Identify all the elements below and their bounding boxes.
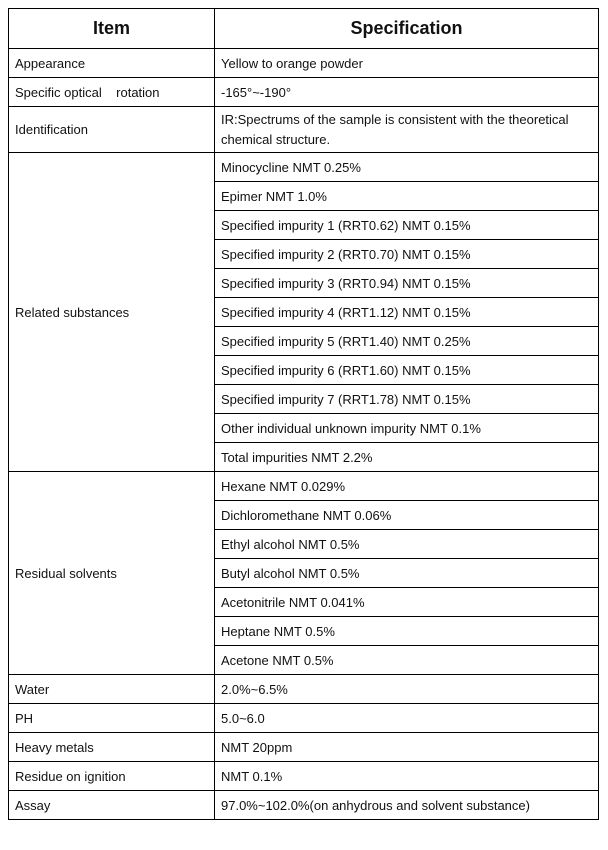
item-cell: Related substances [9,153,215,472]
spec-cell: Specified impurity 3 (RRT0.94) NMT 0.15% [215,269,599,298]
table-row [9,153,599,182]
specification-table [8,8,599,820]
spec-cell: Total impurities NMT 2.2% [215,443,599,472]
spec-cell: 5.0~6.0 [215,704,599,733]
spec-cell: Specified impurity 5 (RRT1.40) NMT 0.25% [215,327,599,356]
item-cell: Appearance [9,49,215,78]
spec-cell: Epimer NMT 1.0% [215,182,599,211]
item-cell: PH [9,704,215,733]
spec-cell: NMT 20ppm [215,733,599,762]
spec-cell: Minocycline NMT 0.25% [215,153,599,182]
table-row [9,78,599,107]
spec-cell: Dichloromethane NMT 0.06% [215,501,599,530]
spec-cell: Acetone NMT 0.5% [215,646,599,675]
spec-cell: Heptane NMT 0.5% [215,617,599,646]
header-item: Item [9,9,215,49]
item-cell: Identification [9,107,215,153]
spec-cell: Specified impurity 7 (RRT1.78) NMT 0.15% [215,385,599,414]
spec-cell: Ethyl alcohol NMT 0.5% [215,530,599,559]
table-row [9,49,599,78]
table-row [9,733,599,762]
spec-cell: NMT 0.1% [215,762,599,791]
header-row [9,9,599,49]
spec-cell: Specified impurity 1 (RRT0.62) NMT 0.15% [215,211,599,240]
spec-cell: Specified impurity 6 (RRT1.60) NMT 0.15% [215,356,599,385]
spec-cell: Butyl alcohol NMT 0.5% [215,559,599,588]
item-cell: Residue on ignition [9,762,215,791]
header-specification: Specification [215,9,599,49]
table-row [9,791,599,820]
spec-cell: Hexane NMT 0.029% [215,472,599,501]
table-row [9,762,599,791]
spec-cell: Specified impurity 2 (RRT0.70) NMT 0.15% [215,240,599,269]
item-cell: Residual solvents [9,472,215,675]
item-cell: Specific optical rotation [9,78,215,107]
item-cell: Water [9,675,215,704]
spec-cell: Acetonitrile NMT 0.041% [215,588,599,617]
table-row [9,675,599,704]
spec-cell: 97.0%~102.0%(on anhydrous and solvent substance) [215,791,599,820]
spec-cell: IR:Spectrums of the sample is consistent with the theoretical chemical structure. [215,107,599,153]
spec-cell: 2.0%~6.5% [215,675,599,704]
table-row [9,107,599,153]
table-row [9,704,599,733]
spec-cell: Yellow to orange powder [215,49,599,78]
spec-cell: Specified impurity 4 (RRT1.12) NMT 0.15% [215,298,599,327]
table-row [9,472,599,501]
item-cell: Assay [9,791,215,820]
item-cell: Heavy metals [9,733,215,762]
spec-cell: Other individual unknown impurity NMT 0.1% [215,414,599,443]
spec-cell: -165°~-190° [215,78,599,107]
